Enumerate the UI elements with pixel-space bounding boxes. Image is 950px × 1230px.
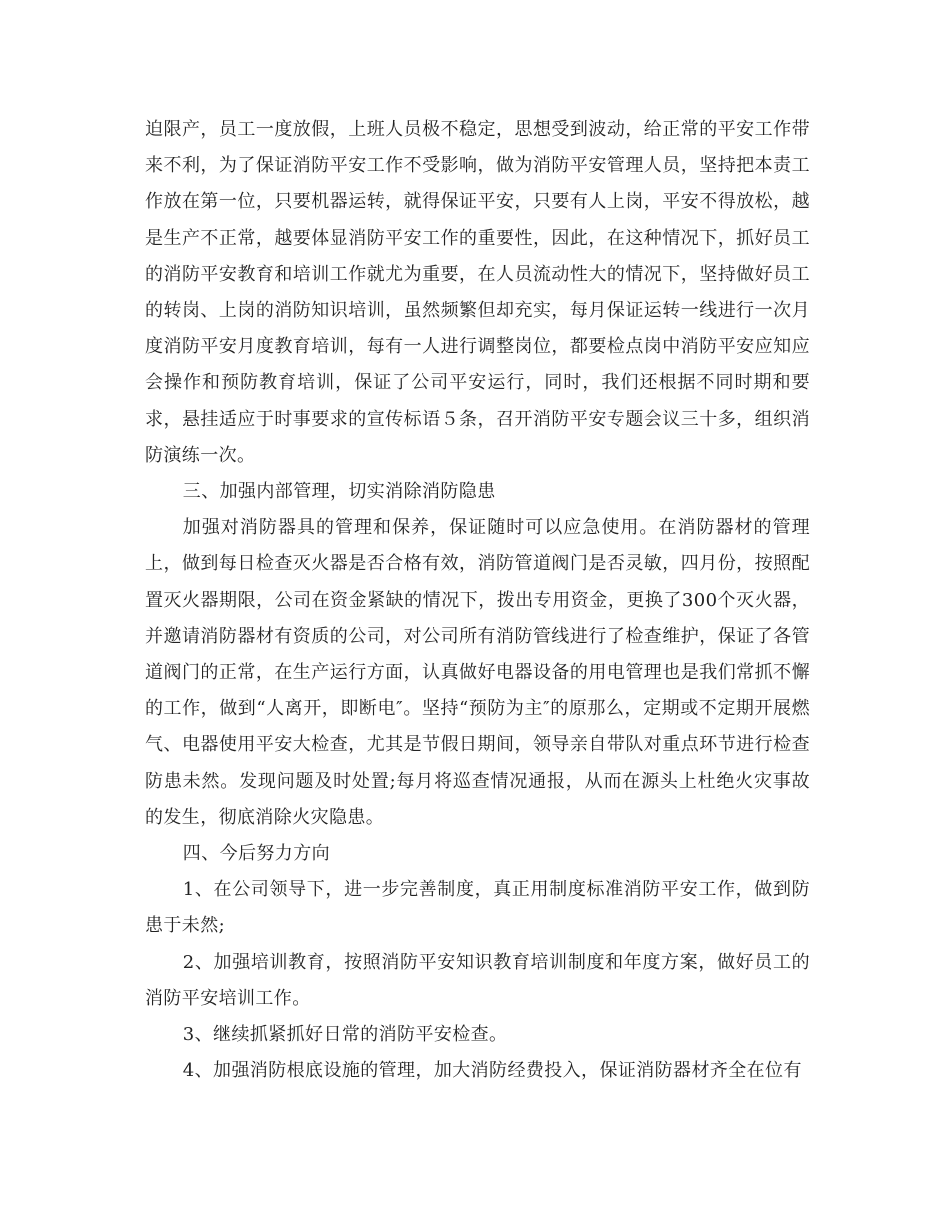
body-paragraph: 加强对消防器具的管理和保养，保证随时可以应急使用。在消防器材的管理上，做到每日检查灭火器是否合格有效，消防管道阀门是否灵敏，四月份，按照配置灭火器期限，公司在资金紧缺的情况下，拨出专用资金，更换了300个灭火器，并邀请消防器材有资质的公司，对公司所有消防管线进行了检查维护，保证了各管道阀门的正常，在生产运行方面，认真做好电器设备的用电管理也是我们常抓不懈的工作，做到“人离开，即断电″。坚持“预防为主″的原那么，定期或不定期开展燃气、电器使用平安大检查，尤其是节假日期间，领导亲自带队对重点环节进行检查防患未然。发现问题及时处置;每月将巡查情况通报，从而在源头上杜绝火灾事故的发生，彻底消除火灾隐患。 <box>145 517 810 828</box>
list-item: 4、加强消防根底设施的管理，加大消防经费投入，保证消防器材齐全在位有 <box>182 1060 802 1082</box>
list-item: 2、加强培训教育，按照消防平安知识教育培训制度和年度方案，做好员工的消防平安培训工作。 <box>145 951 810 1009</box>
document-body <box>145 112 810 1089</box>
section-heading: 四、今后努力方向 <box>182 843 330 865</box>
list-item: 3、继续抓紧抓好日常的消防平安检查。 <box>182 1024 508 1046</box>
section-heading: 三、加强内部管理，切实消除消防隐患 <box>182 481 496 503</box>
list-item: 1、在公司领导下，进一步完善制度，真正用制度标准消防平安工作，做到防患于未然; <box>145 879 810 937</box>
body-paragraph: 迫限产，员工一度放假，上班人员极不稳定，思想受到波动，给正常的平安工作带来不利，为了保证消防平安工作不受影响，做为消防平安管理人员，坚持把本责工作放在第一位，只要机器运转，就得保证平安，只要有人上岗，平安不得放松，越是生产不正常，越要体显消防平安工作的重要性，因此，在这种情况下，抓好员工的消防平安教育和培训工作就尤为重要，在人员流动性大的情况下，坚持做好员工的转岗、上岗的消防知识培训，虽然频繁但却充实，每月保证运转一线进行一次月度消防平安月度教育培训，每有一人进行调整岗位，都要检点岗中消防平安应知应会操作和预防教育培训，保证了公司平安运行，同时，我们还根据不同时期和要求，悬挂适应于时事要求的宣传标语５条，召开消防平安专题会议三十多，组织消防演练一次。 <box>145 119 810 466</box>
